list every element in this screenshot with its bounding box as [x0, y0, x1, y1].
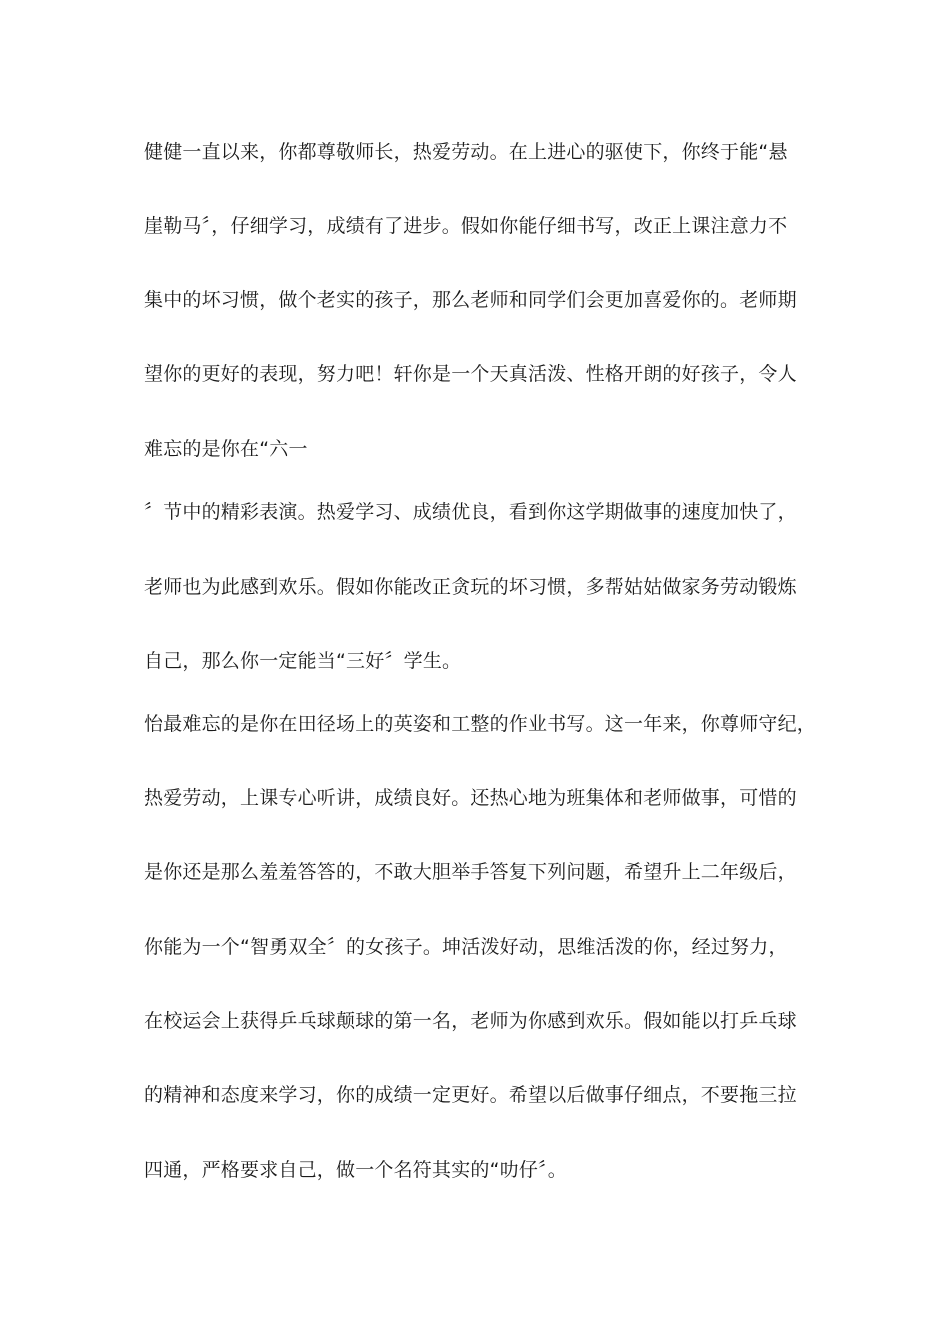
text-line: 四通，严格要求自己，做一个名符其实的“叻仔〞。 — [144, 1159, 567, 1181]
text-line: 的精神和态度来学习，你的成绩一定更好。希望以后做事仔细点，不要拖三拉 — [144, 1084, 797, 1106]
text-line: 〞节中的精彩表演。热爱学习、成绩优良，看到你这学期做事的速度加快了， — [144, 501, 797, 523]
text-line: 集中的坏习惯，做个老实的孩子，那么老师和同学们会更加喜爱你的。老师期 — [144, 289, 797, 311]
text-line: 热爱劳动，上课专心听讲，成绩良好。还热心地为班集体和老师做事，可惜的 — [144, 787, 797, 809]
text-line: 是你还是那么羞羞答答的，不敢大胆举手答复下列问题，希望升上二年级后， — [144, 861, 797, 883]
text-line: 崖勒马〞，仔细学习，成绩有了进步。假如你能仔细书写，改正上课注意力不 — [144, 215, 788, 237]
text-line: 难忘的是你在“六一 — [144, 438, 308, 460]
text-line: 望你的更好的表现，努力吧！轩你是一个天真活泼、性格开朗的好孩子，令人 — [144, 363, 797, 385]
text-line: 自己，那么你一定能当“三好〞学生。 — [144, 650, 462, 672]
text-line: 健健一直以来，你都尊敬师长，热爱劳动。在上进心的驱使下，你终于能“悬 — [144, 141, 788, 163]
text-line: 怡最难忘的是你在田径场上的英姿和工整的作业书写。这一年来，你尊师守纪， — [144, 713, 817, 735]
text-line: 你能为一个“智勇双全〞的女孩子。坤活泼好动，思维活泼的你，经过努力， — [144, 936, 788, 958]
text-line: 在校运会上获得乒乓球颠球的第一名，老师为你感到欢乐。假如能以打乒乓球 — [144, 1010, 797, 1032]
text-line: 老师也为此感到欢乐。假如你能改正贪玩的坏习惯，多帮姑姑做家务劳动锻炼 — [144, 576, 797, 598]
